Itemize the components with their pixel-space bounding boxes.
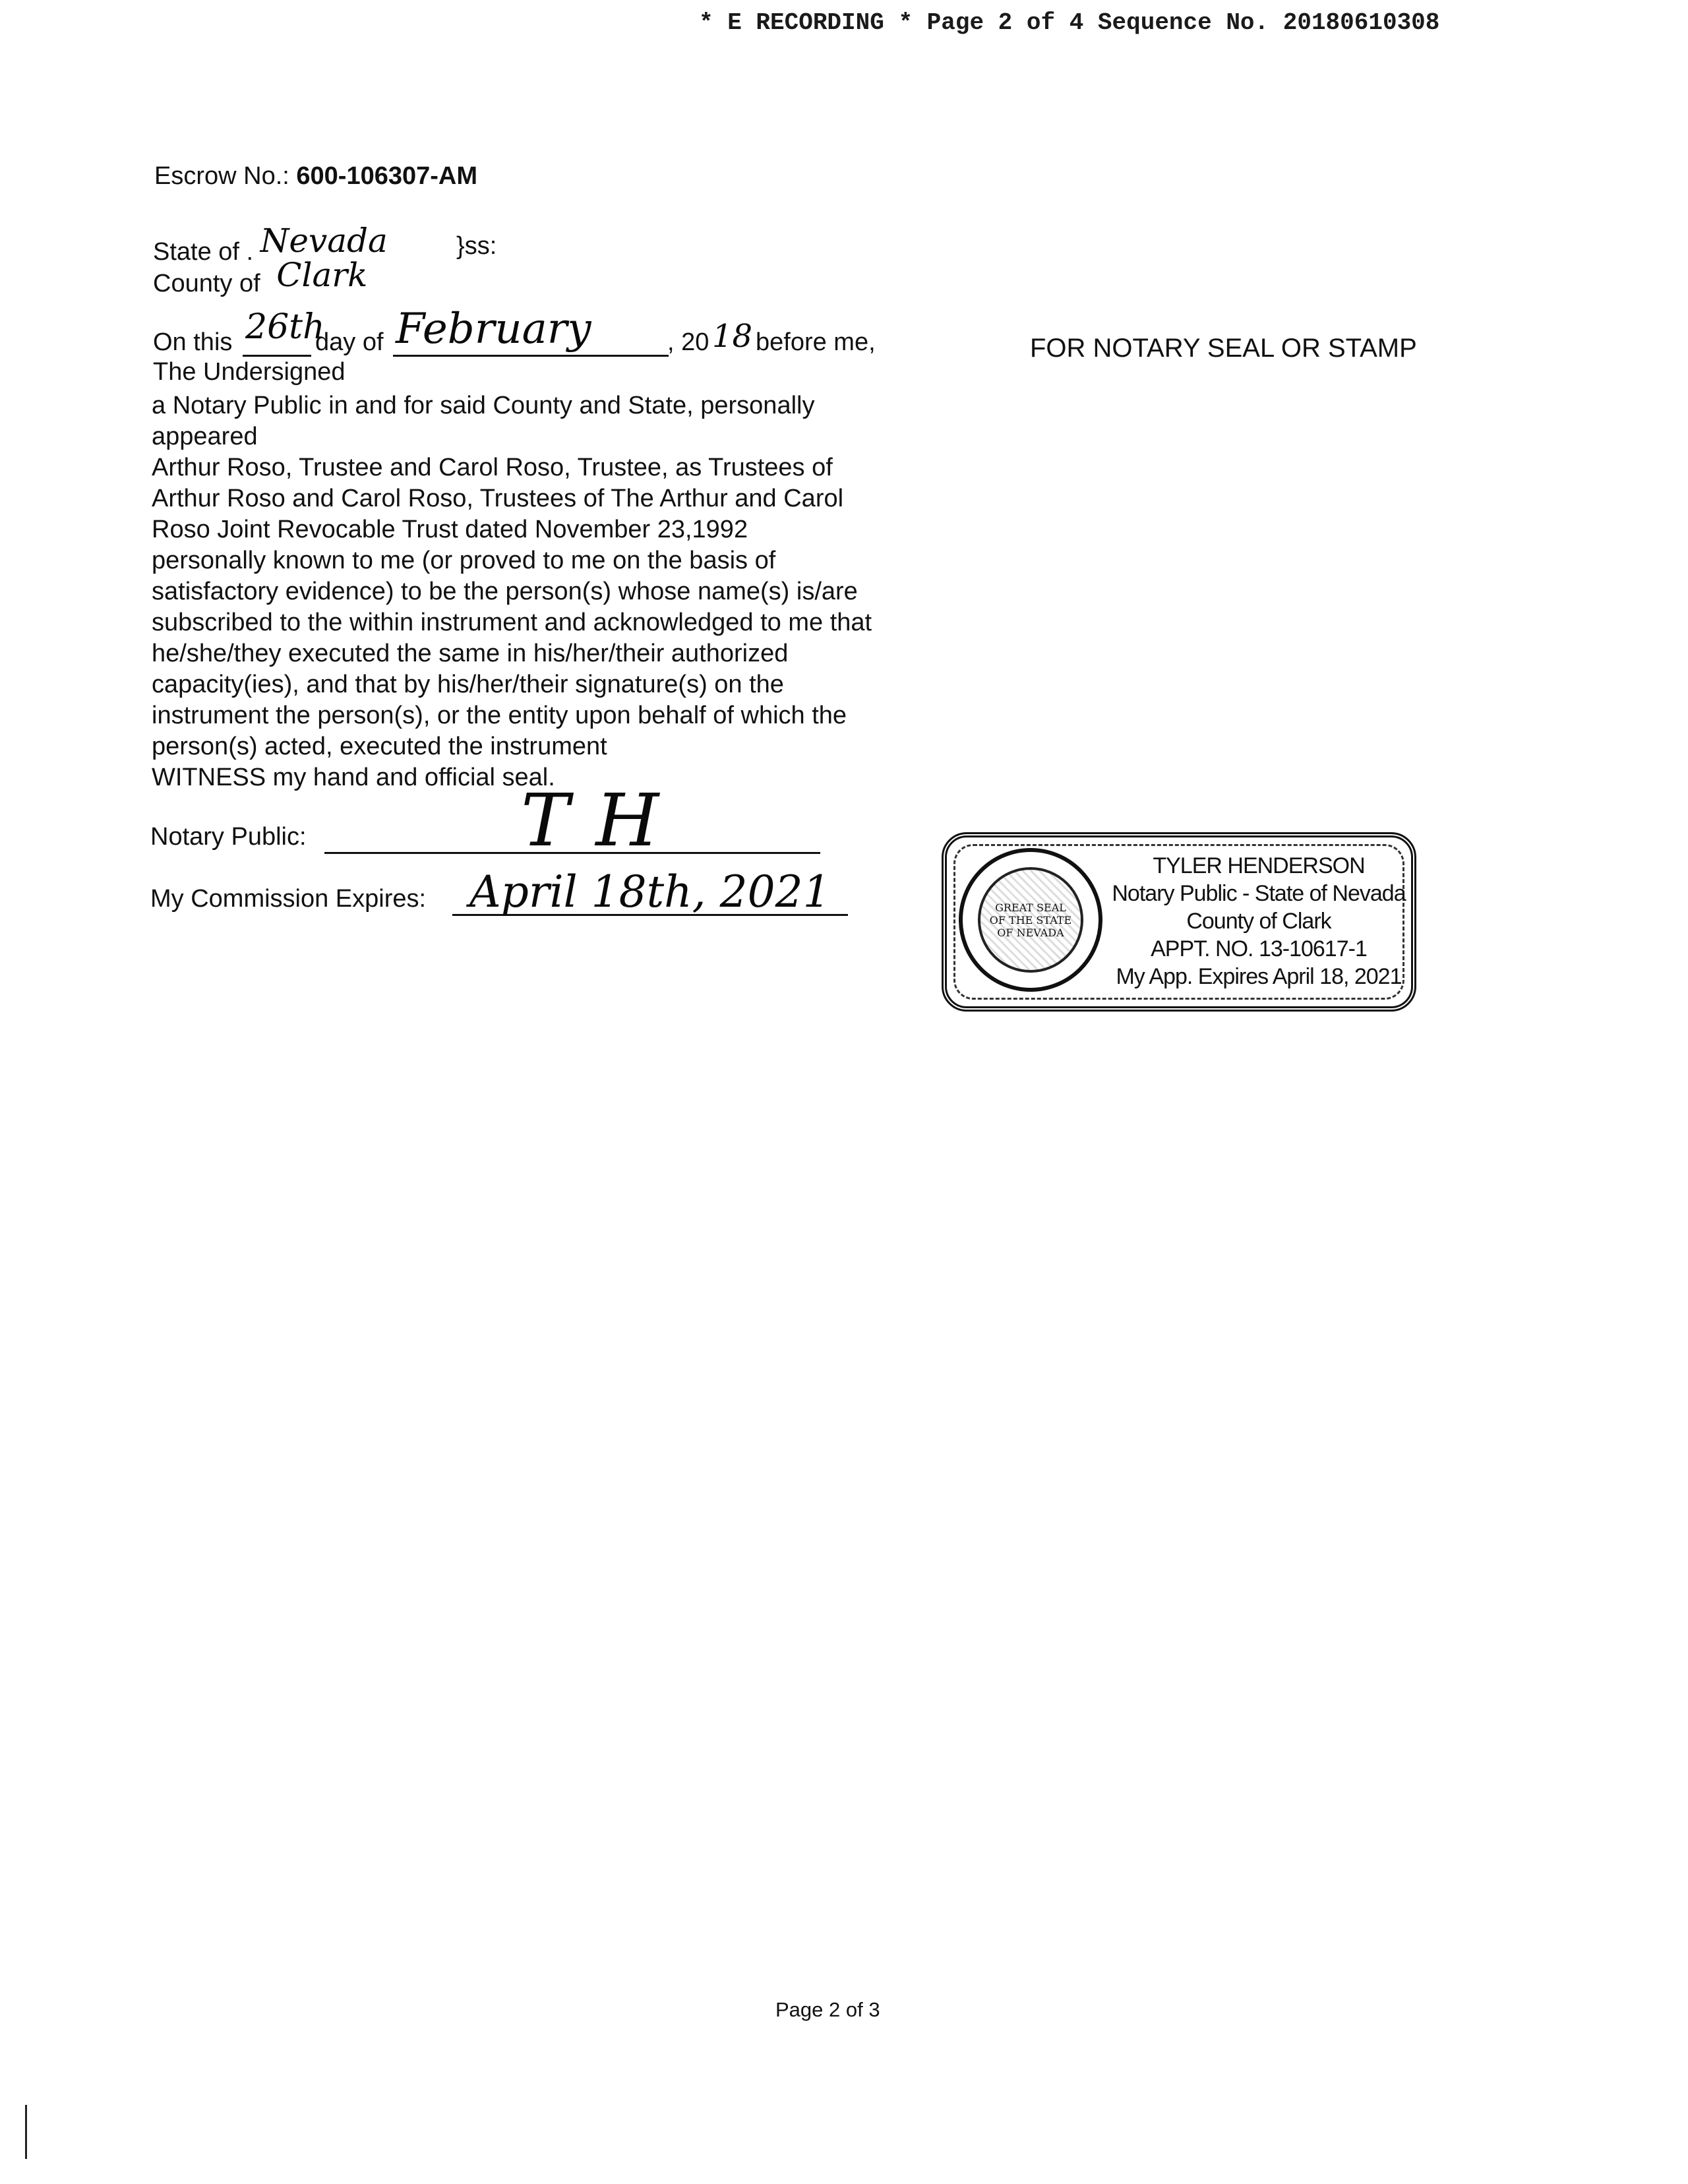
body-line: Arthur Roso and Carol Roso, Trustees of The Arthur and Carol	[152, 485, 844, 512]
page-number: Page 2 of 3	[775, 1998, 880, 2021]
before-me-label: before me,	[756, 328, 876, 356]
escrow-number: 600-106307-AM	[296, 162, 477, 190]
seal-ring	[978, 867, 1083, 973]
body-line: a Notary Public in and for said County and State, personally	[152, 392, 815, 419]
on-this-label: On this	[153, 328, 233, 356]
ss-mark: }ss:	[456, 232, 497, 260]
body-line: instrument the person(s), or the entity upon behalf of which the	[152, 702, 847, 729]
year-prefix: , 20	[667, 328, 709, 356]
body-line: person(s) acted, executed the instrument	[152, 733, 607, 760]
body-line: capacity(ies), and that by his/her/their signature(s) on the	[152, 671, 784, 698]
escrow-line	[154, 162, 477, 191]
stamp-line: My App. Expires April 18, 2021	[1116, 964, 1402, 989]
month-handwritten: February	[396, 305, 591, 353]
day-of-label: day of	[315, 328, 384, 356]
month-underline	[393, 355, 669, 357]
body-line: subscribed to the within instrument and acknowledged to me that	[152, 609, 872, 636]
day-handwritten: 26th	[245, 307, 325, 347]
body-line: appeared	[152, 423, 258, 450]
body-line: Roso Joint Revocable Trust dated November 23,1992	[152, 516, 748, 543]
stamp-line: APPT. NO. 13-10617-1	[1151, 936, 1367, 961]
commission-handwritten: April 18th, 2021	[469, 866, 831, 917]
notary-stamp	[942, 832, 1416, 1012]
commission-label: My Commission Expires:	[150, 885, 427, 913]
recording-header: * E RECORDING * Page 2 of 4 Sequence No. 20180610308	[699, 9, 1440, 36]
county-label: County of	[153, 270, 260, 297]
acknowledgment-body	[152, 390, 872, 793]
escrow-label: Escrow No.:	[154, 162, 289, 190]
state-label: State of .	[153, 238, 254, 266]
stamp-text	[1104, 852, 1414, 990]
seal-area-label: FOR NOTARY SEAL OR STAMP	[1030, 334, 1417, 363]
notary-public-label: Notary Public:	[150, 823, 307, 851]
county-line	[153, 256, 368, 299]
officer-name: The Undersigned	[153, 358, 346, 386]
notary-signature: TH	[521, 778, 686, 863]
body-line: personally known to me (or proved to me on the basis of	[152, 547, 776, 574]
nevada-seal-icon	[959, 848, 1102, 992]
body-line: Arthur Roso, Trustee and Carol Roso, Trustee, as Trustees of	[152, 454, 833, 481]
body-line: he/she/they executed the same in his/her/their authorized	[152, 640, 789, 667]
seal-text: GREAT SEAL OF THE STATE OF NEVADA	[989, 901, 1072, 939]
county-handwritten: Clark	[276, 256, 368, 294]
day-underline	[243, 355, 311, 357]
body-line: WITNESS my hand and official seal.	[152, 764, 555, 791]
stamp-notary-name: TYLER HENDERSON	[1153, 853, 1365, 878]
scan-mark	[25, 2105, 27, 2159]
stamp-line: County of Clark	[1186, 909, 1331, 934]
body-line: satisfactory evidence) to be the person(s) whose name(s) is/are	[152, 578, 858, 605]
stamp-line: Notary Public - State of Nevada	[1112, 881, 1406, 906]
state-handwritten: Nevada	[260, 222, 388, 260]
year-handwritten: 18	[712, 318, 753, 355]
